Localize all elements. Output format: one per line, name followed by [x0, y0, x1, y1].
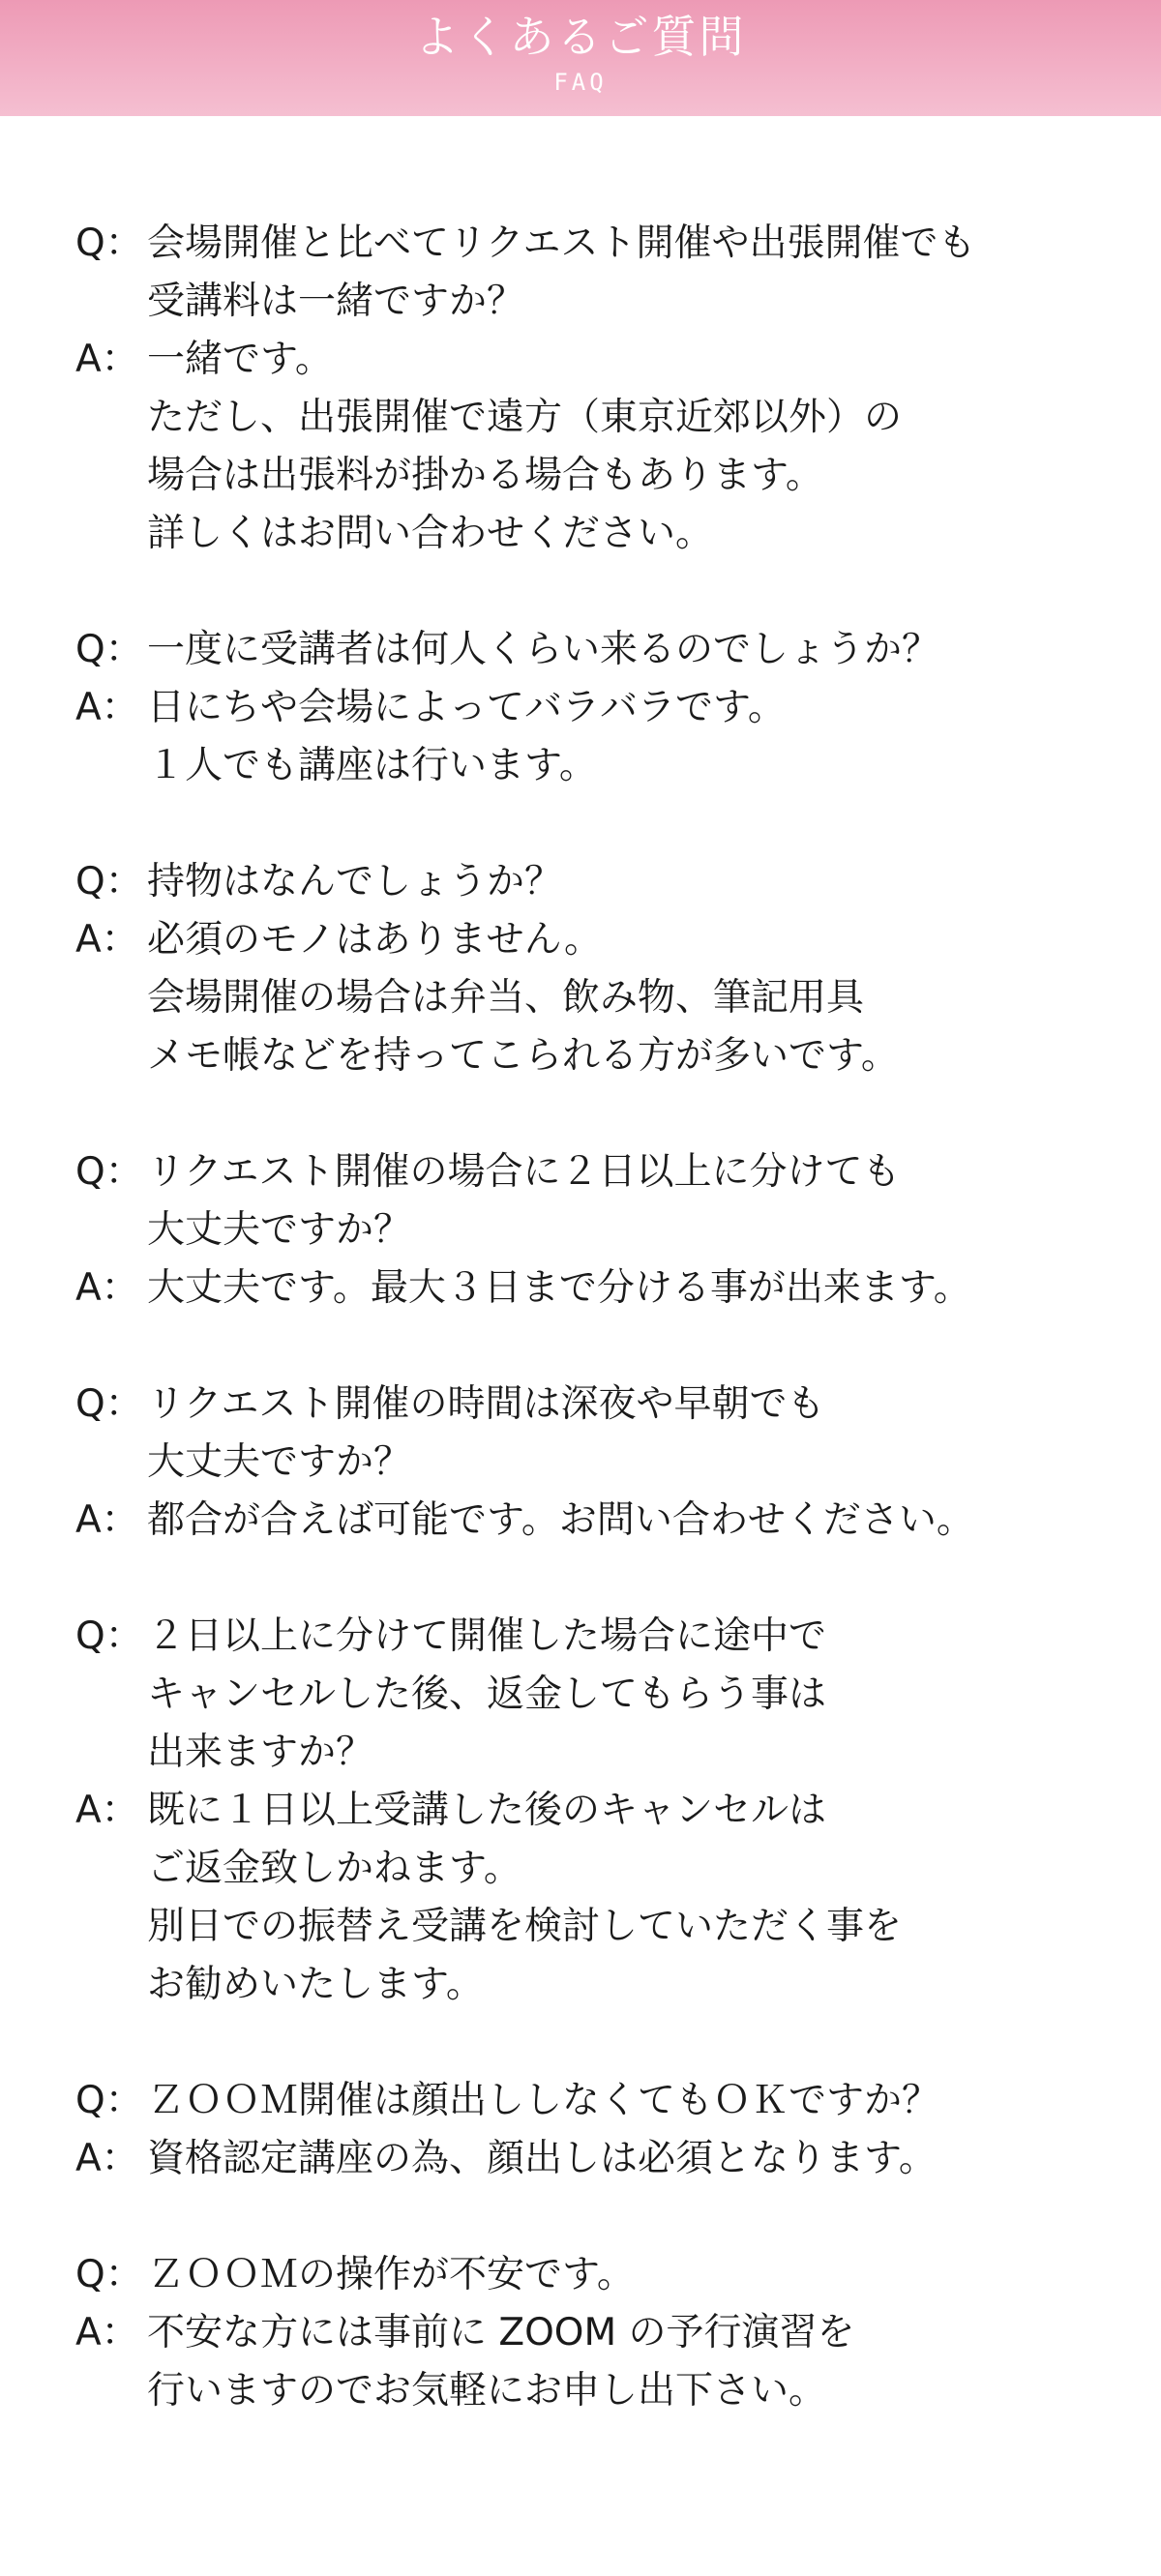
question-line: 大丈夫ですか？	[147, 1440, 412, 1484]
answer-prefix: A：	[75, 1266, 139, 1310]
answer-prefix: A：	[75, 338, 139, 381]
faq-item	[75, 215, 1120, 563]
faq-answer	[75, 331, 1120, 563]
answer-line: 一緒です。	[147, 338, 333, 381]
question-text	[147, 621, 1120, 679]
faq-answer	[75, 2304, 1120, 2420]
faq-question	[75, 2246, 1120, 2304]
faq-item	[75, 1376, 1120, 1550]
answer-line: ご返金致しかねます。	[147, 1847, 521, 1890]
faq-item	[75, 853, 1120, 1085]
answer-prefix: A：	[75, 918, 139, 962]
question-line: ＺＯＯＭ開催は顔出ししなくてもＯＫですか？	[147, 2079, 940, 2122]
question-text	[147, 2246, 1120, 2304]
faq-answer	[75, 911, 1120, 1085]
question-prefix: Q：	[75, 628, 143, 671]
faq-item	[75, 2246, 1120, 2420]
answer-line: 資格認定講座の為、顔出しは必須となります。	[147, 2137, 937, 2180]
faq-answer	[75, 1259, 1120, 1318]
question-text	[147, 215, 1120, 331]
faq-question	[75, 1376, 1120, 1492]
question-prefix: Q：	[75, 1150, 143, 1194]
faq-item	[75, 2072, 1120, 2188]
answer-text	[147, 1259, 1120, 1318]
answer-prefix: A：	[75, 686, 139, 729]
question-text	[147, 1608, 1120, 1782]
faq-question	[75, 621, 1120, 679]
answer-line: メモ帳などを持ってこられる方が多いです。	[147, 1034, 899, 1078]
answer-prefix: A：	[75, 2137, 139, 2180]
answer-line: 必須のモノはありません。	[147, 918, 602, 962]
question-line: 持物はなんでしょうか？	[147, 860, 563, 903]
question-line: リクエスト開催の場合に２日以上に分けても	[147, 1150, 901, 1194]
answer-text	[147, 331, 1120, 563]
answer-line: 会場開催の場合は弁当、飲み物、筆記用具	[147, 976, 865, 1020]
answer-prefix: A：	[75, 1498, 139, 1542]
question-prefix: Q：	[75, 2079, 143, 2122]
answer-prefix: A：	[75, 1789, 139, 1832]
answer-text	[147, 1492, 1120, 1550]
answer-text	[147, 679, 1120, 795]
faq-item	[75, 1608, 1120, 2014]
header-subtitle: FAQ	[553, 69, 608, 96]
faq-item	[75, 621, 1120, 795]
faq-list	[75, 215, 1120, 2478]
question-line: ２日以上に分けて開催した場合に途中で	[147, 1614, 827, 1658]
question-line: 大丈夫ですか？	[147, 1208, 412, 1252]
question-line: 一度に受講者は何人くらい来るのでしょうか？	[147, 628, 940, 671]
question-text	[147, 853, 1120, 911]
question-line: 出来ますか？	[147, 1731, 374, 1774]
answer-text	[147, 1782, 1120, 2014]
answer-prefix: A：	[75, 2311, 139, 2354]
question-prefix: Q：	[75, 1382, 143, 1426]
faq-header	[0, 0, 1161, 116]
faq-answer	[75, 1782, 1120, 2014]
answer-line: 詳しくはお問い合わせください。	[147, 512, 714, 555]
question-text	[147, 1376, 1120, 1492]
question-line: ＺＯＯＭの操作が不安です。	[147, 2253, 635, 2296]
faq-question	[75, 215, 1120, 331]
faq-question	[75, 2072, 1120, 2130]
answer-text	[147, 2130, 1120, 2188]
answer-line: 別日での振替え受講を検討していただく事を	[147, 1905, 903, 1948]
answer-text	[147, 2304, 1120, 2420]
answer-line: 日にちや会場によってバラバラです。	[147, 686, 786, 729]
answer-line: 場合は出張料が掛かる場合もあります。	[147, 454, 823, 497]
answer-text	[147, 911, 1120, 1085]
faq-question	[75, 853, 1120, 911]
question-text	[147, 1143, 1120, 1259]
question-prefix: Q：	[75, 222, 143, 265]
faq-answer	[75, 679, 1120, 795]
question-prefix: Q：	[75, 1614, 143, 1658]
faq-item	[75, 1143, 1120, 1318]
answer-line: ただし、出張開催で遠方（東京近郊以外）の	[147, 396, 903, 439]
answer-line: 既に１日以上受講した後のキャンセルは	[147, 1789, 827, 1832]
question-prefix: Q：	[75, 860, 143, 903]
question-prefix: Q：	[75, 2253, 143, 2296]
question-line: 会場開催と比べてリクエスト開催や出張開催でも	[147, 222, 976, 265]
question-line: リクエスト開催の時間は深夜や早朝でも	[147, 1382, 825, 1426]
question-text	[147, 2072, 1120, 2130]
answer-line: 大丈夫です。最大３日まで分ける事が出来ます。	[147, 1266, 971, 1310]
answer-line: 行いますのでお気軽にお申し出下さい。	[147, 2369, 827, 2413]
faq-answer	[75, 1492, 1120, 1550]
faq-question	[75, 1143, 1120, 1259]
header-title: よくあるご質問	[414, 11, 747, 63]
question-line: キャンセルした後、返金してもらう事は	[147, 1673, 827, 1716]
faq-question	[75, 1608, 1120, 1782]
answer-line: 不安な方には事前に ZOOM の予行演習を	[147, 2311, 855, 2354]
faq-answer	[75, 2130, 1120, 2188]
answer-line: お勧めいたします。	[147, 1963, 484, 2006]
answer-line: １人でも講座は行います。	[147, 744, 597, 787]
answer-line: 都合が合えば可能です。お問い合わせください。	[147, 1498, 974, 1542]
question-line: 受講料は一緒ですか？	[147, 280, 525, 323]
